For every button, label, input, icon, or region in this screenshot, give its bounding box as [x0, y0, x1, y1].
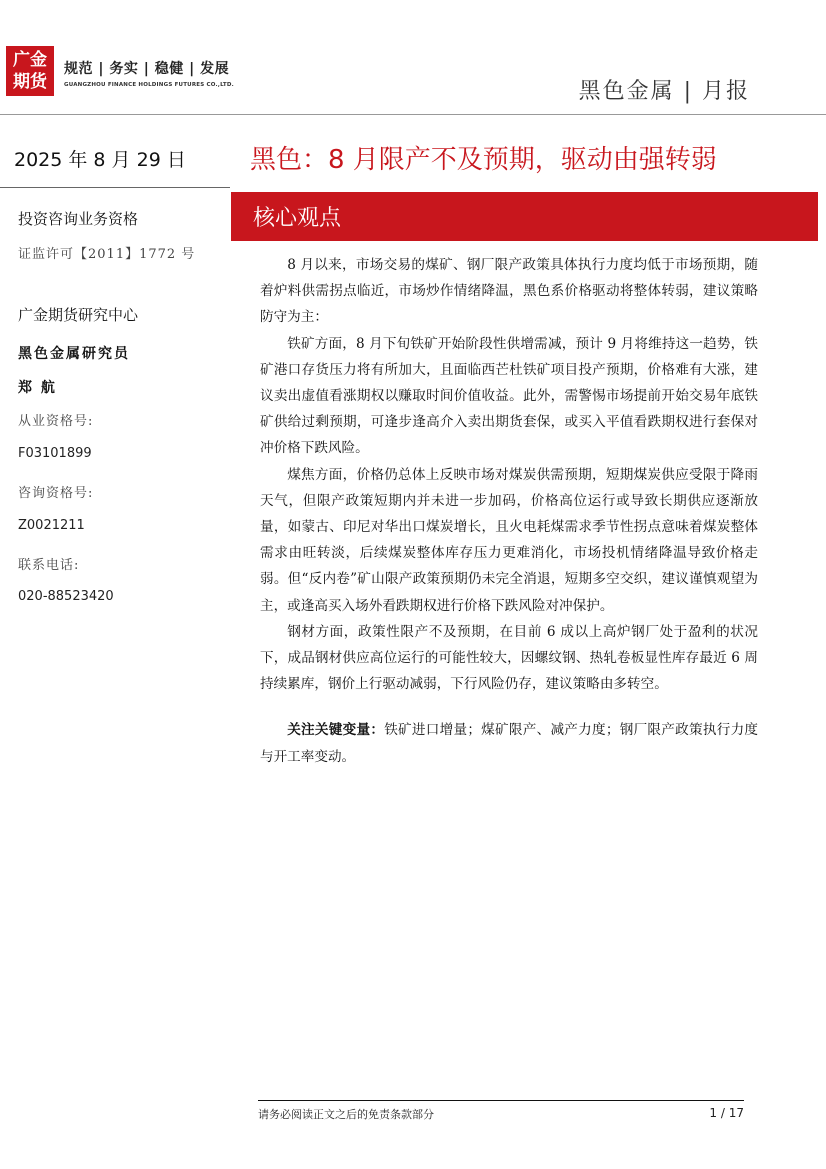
document-type: 黑色金属 | 月报: [578, 79, 750, 104]
logo-text: 广金期货: [13, 50, 47, 92]
key-variables-label: 关注关键变量：: [287, 722, 385, 739]
practice-number: F03101899: [18, 446, 92, 461]
paragraph-coal-coke: 煤焦方面，价格仍总体上反映市场对煤炭供需预期，短期煤炭供应受限于降雨天气，但限产政策短期内并未进一步加码，价格高位运行或导致长期供应逐渐放量，如蒙古、印尼对华出口煤炭增长，且火电耗煤需求季节性拐点意味着煤炭整体需求由旺转淡，后续煤炭整体库存压力更难消化，市场投机情绪降温导致价格走弱。但“反内卷”矿山限产政策预期仍未完全消退，短期多空交织，建议谨慎观望为主，或逢高买入场外看跌期权进行价格下跌风险对冲保护。: [260, 466, 758, 614]
practice-label: 从业资格号:: [18, 414, 94, 429]
analyst-name: 郑 航: [18, 380, 57, 396]
consult-label: 咨询资格号:: [18, 486, 94, 501]
company-english-name: GUANGZHOU FINANCE HOLDINGS FUTURES CO.,LTD.: [64, 82, 234, 88]
paragraph-overview: 8 月以来，市场交易的煤矿、钢厂限产政策具体执行力度均低于市场预期，随着炉料供需拐点临近，市场炒作情绪降温，黑色系价格驱动将整体转弱，建议策略防守为主：: [260, 257, 758, 326]
consult-number: Z0021211: [18, 518, 85, 533]
license-number: 证监许可【2011】1772 号: [18, 247, 196, 262]
paragraph-steel: 钢材方面，政策性限产不及预期，在目前 6 成以上高炉钢厂处于盈利的状况下，成品钢材供应高位运行的可能性较大，因螺纹钢、热轧卷板显性库存最近 6 周持续累库，钢价上行驱动减弱，下行风险仍存，建议策略由多转空。: [260, 623, 758, 693]
qualification-title: 投资咨询业务资格: [18, 210, 139, 228]
analyst-role: 黑色金属研究员: [18, 346, 130, 362]
phone-number: 020-88523420: [18, 589, 114, 604]
report-title: 黑色：8 月限产不及预期，驱动由强转弱: [250, 145, 717, 175]
core-views-body: [260, 252, 758, 770]
page-number: 1 / 17: [709, 1106, 744, 1120]
section-title: 核心观点: [253, 206, 342, 231]
company-logo: [6, 46, 54, 96]
key-variables-text: 铁矿进口增量；煤矿限产、减产力度；钢厂限产政策执行力度与开工率变动。: [260, 722, 759, 765]
sidebar-divider: [0, 187, 230, 188]
header-divider: [0, 114, 826, 115]
footer-disclaimer: 请务必阅读正文之后的免责条款部分: [258, 1108, 434, 1121]
report-date: 2025 年 8 月 29 日: [14, 149, 186, 171]
company-slogan: 规范 | 务实 | 稳健 | 发展: [64, 61, 230, 77]
paragraph-key-variables: [260, 717, 758, 769]
paragraph-iron-ore: 铁矿方面，8 月下旬铁矿开始阶段性供增需减，预计 9 月将维持这一趋势，铁矿港口存货压力将有所加大，且面临西芒杜铁矿项目投产预期，价格难有大涨，建议卖出虚值看涨期权以赚取时间价值收益。此外，需警惕市场提前开始交易年底铁矿供给过剩预期，可逢步逢高介入卖出期货套保，或买入平值看跌期权进行套保对冲价格下跌风险。: [260, 335, 758, 457]
section-header: [231, 192, 818, 241]
research-center: 广金期货研究中心: [18, 306, 139, 324]
phone-label: 联系电话:: [18, 558, 80, 573]
footer-divider: [258, 1100, 744, 1101]
